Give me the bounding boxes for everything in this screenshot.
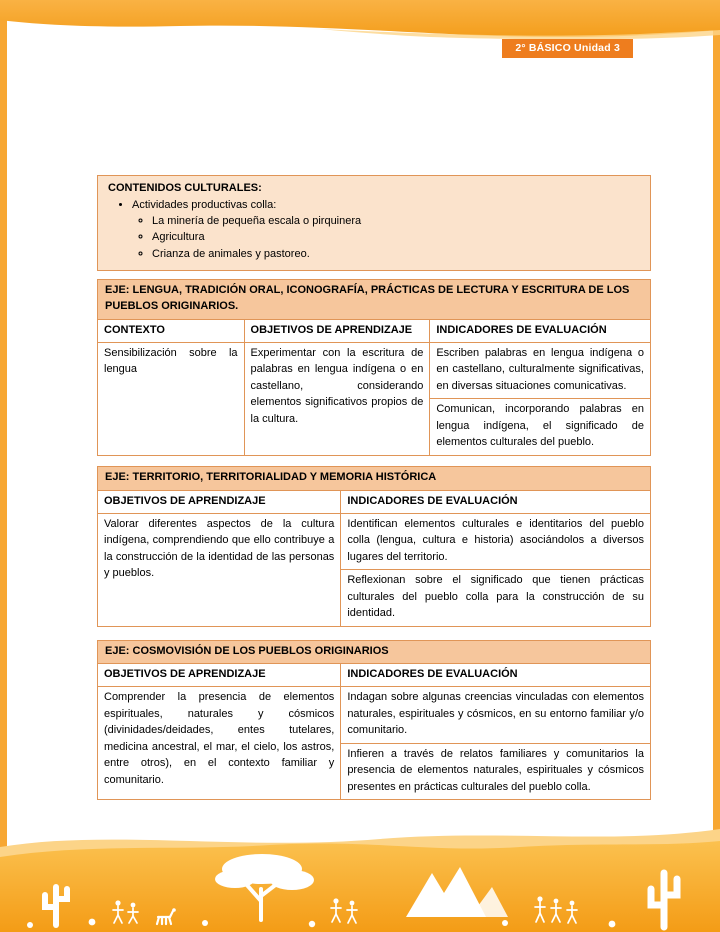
table-header-row	[98, 490, 651, 513]
indicador-cell: Indagan sobre algunas creencias vinculadas con elementos naturales, espirituales y cósmicos, en su entorno familiar y/o comunitario.	[341, 687, 651, 744]
column-header-objetivos: OBJETIVOS DE APRENDIZAJE	[244, 319, 430, 342]
indicador-cell: Comunican, incorporando palabras en lengua indígena, el significado de elementos culturales del pueblo.	[430, 399, 651, 456]
contenidos-sublist	[152, 213, 640, 262]
list-item: ◦ La minería de pequeña escala o pirquinera	[152, 213, 640, 229]
column-header-objetivos: OBJETIVOS DE APRENDIZAJE	[98, 664, 341, 687]
right-border-decoration	[713, 0, 720, 932]
table-row	[98, 342, 651, 399]
eje1-table	[97, 319, 651, 456]
objetivo-cell: Experimentar con la escritura de palabras en lengua indígena o en castellano, considerando elementos significativos propios de la cultura.	[244, 342, 430, 455]
eje3-table	[97, 663, 651, 800]
indicador-cell: Infieren a través de relatos familiares y comunitarios la presencia de elementos naturales, espirituales y cósmicos presentes en prácticas culturales del pueblo colla.	[341, 743, 651, 800]
column-header-objetivos: OBJETIVOS DE APRENDIZAJE	[98, 490, 341, 513]
page-content	[97, 175, 651, 800]
table-header-row	[98, 664, 651, 687]
footer-illustration	[0, 817, 720, 932]
contenidos-title: CONTENIDOS CULTURALES:	[108, 182, 262, 194]
column-header-indicadores: INDICADORES DE EVALUACIÓN	[341, 490, 651, 513]
contexto-cell: Sensibilización sobre la lengua	[98, 342, 245, 455]
table-row	[98, 687, 651, 744]
objetivo-cell: Valorar diferentes aspectos de la cultura indígena, comprendiendo que ello contribuye a la construcción de la identidad de las personas y pueblos.	[98, 513, 341, 626]
list-item: ◦ Crianza de animales y pastoreo.	[152, 246, 640, 262]
indicador-cell: Identifican elementos culturales e identitarios del pueblo colla (lengua, cultura e historia) asociándolos a diversos lugares del territorio.	[341, 513, 651, 570]
footer-main-wave	[0, 841, 720, 932]
contenidos-culturales-box	[97, 175, 651, 271]
column-header-indicadores: INDICADORES DE EVALUACIÓN	[341, 664, 651, 687]
indicador-cell: Reflexionan sobre el significado que tienen prácticas culturales del pueblo colla para la construcción de su identidad.	[341, 570, 651, 627]
list-item: • Actividades productivas colla:	[132, 197, 640, 213]
eje3-header: EJE: COSMOVISIÓN DE LOS PUEBLOS ORIGINARIOS	[97, 640, 651, 664]
left-border-decoration	[0, 0, 7, 932]
eje1-header: EJE: LENGUA, TRADICIÓN ORAL, ICONOGRAFÍA, PRÁCTICAS DE LECTURA Y ESCRITURA DE LOS PUEBLOS ORIGINARIOS.	[97, 279, 651, 319]
list-item: ◦ Agricultura	[152, 229, 640, 245]
column-header-indicadores: INDICADORES DE EVALUACIÓN	[430, 319, 651, 342]
eje2-header: EJE: TERRITORIO, TERRITORIALIDAD Y MEMORIA HISTÓRICA	[97, 466, 651, 490]
table-header-row	[98, 319, 651, 342]
eje2-table	[97, 490, 651, 627]
contenidos-list	[132, 197, 640, 213]
objetivo-cell: Comprender la presencia de elementos espirituales, naturales y cósmicos (divinidades/deidades, entes tutelares, medicina ancestral, el mar, el cielo, los astros, entre otros), en el contexto familiar y comunitario.	[98, 687, 341, 800]
indicador-cell: Escriben palabras en lengua indígena o en castellano, culturalmente significativas, en diversas situaciones comunicativas.	[430, 342, 651, 399]
table-row	[98, 513, 651, 570]
unit-badge: 2° BÁSICO Unidad 3	[502, 39, 633, 58]
column-header-contexto: CONTEXTO	[98, 319, 245, 342]
animal-silhouette	[172, 908, 176, 912]
